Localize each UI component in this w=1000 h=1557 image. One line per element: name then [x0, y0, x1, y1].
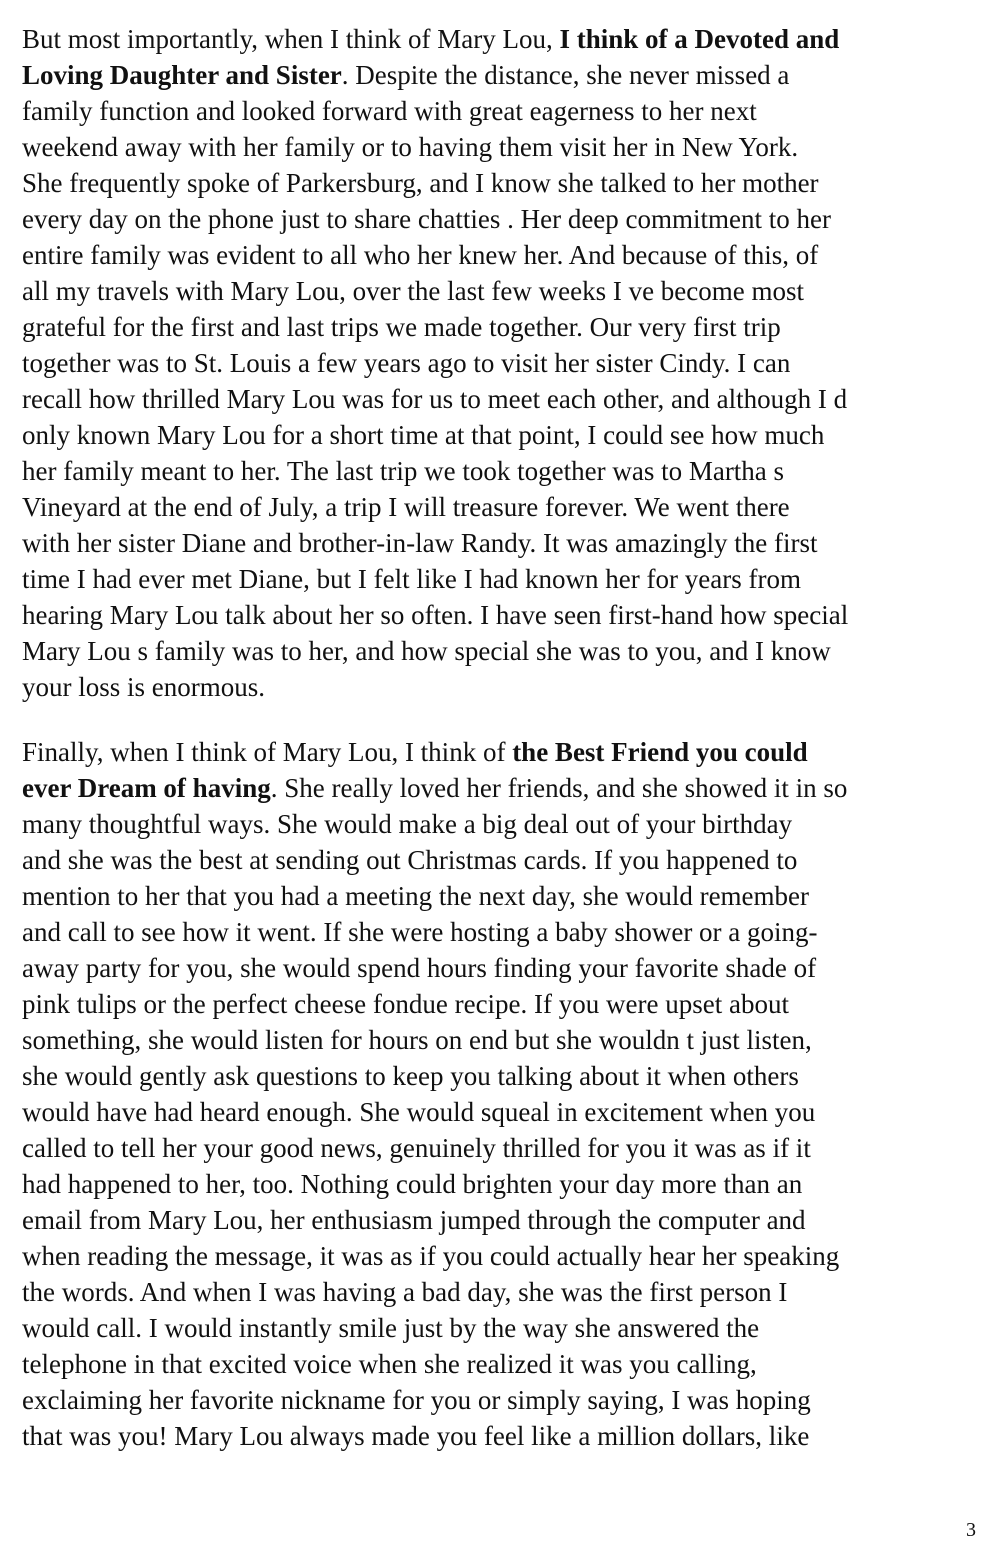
text-run: called to tell her your good news, genuinely thrilled for you it was as if it [22, 1133, 811, 1163]
text-run: when reading the message, it was as if you could actually hear her speaking [22, 1241, 840, 1271]
text-line [22, 309, 997, 345]
text-line [22, 489, 997, 525]
text-line [22, 21, 997, 57]
text-line [22, 1238, 997, 1274]
paragraph-best-friend [22, 734, 997, 1454]
text-run: entire family was evident to all who her knew her. And because of this, of [22, 240, 819, 270]
text-line [22, 273, 997, 309]
text-run: all my travels with Mary Lou, over the last few weeks I ve become most [22, 276, 805, 306]
text-run: would have had heard enough. She would squeal in excitement when you [22, 1097, 816, 1127]
text-line [22, 57, 997, 93]
text-run: Mary Lou s family was to her, and how special she was to you, and I know [22, 636, 831, 666]
text-line [22, 669, 997, 705]
text-run: telephone in that excited voice when she realized it was you calling, [22, 1349, 757, 1379]
text-run: mention to her that you had a meeting the next day, she would remember [22, 881, 810, 911]
text-line [22, 561, 997, 597]
text-line [22, 93, 997, 129]
text-line [22, 417, 997, 453]
text-line [22, 1274, 997, 1310]
text-run: would call. I would instantly smile just by the way she answered the [22, 1313, 760, 1343]
text-line [22, 1346, 997, 1382]
text-line [22, 1130, 997, 1166]
text-run: every day on the phone just to share chatties . Her deep commitment to her [22, 204, 831, 234]
text-run: weekend away with her family or to having them visit her in New York. [22, 132, 799, 162]
text-run: pink tulips or the perfect cheese fondue recipe. If you were upset about [22, 989, 789, 1019]
page-number: 3 [966, 1519, 976, 1541]
text-run: recall how thrilled Mary Lou was for us to meet each other, and although I d [22, 384, 848, 414]
text-run: . She really loved her friends, and she showed it in so [270, 773, 848, 803]
text-line [22, 986, 997, 1022]
text-line [22, 453, 997, 489]
text-line [22, 734, 997, 770]
text-line [22, 525, 997, 561]
text-run: Finally, when I think of Mary Lou, I think of [22, 737, 513, 767]
text-run: the words. And when I was having a bad day, she was the first person I [22, 1277, 788, 1307]
text-line [22, 806, 997, 842]
text-line [22, 345, 997, 381]
text-run: . Despite the distance, she never missed a [341, 60, 790, 90]
bold-text-run: the Best Friend you could [512, 737, 808, 767]
text-line [22, 1202, 997, 1238]
text-line [22, 237, 997, 273]
text-line [22, 597, 997, 633]
text-run: and she was the best at sending out Christmas cards. If you happened to [22, 845, 798, 875]
text-run: She frequently spoke of Parkersburg, and I know she talked to her mother [22, 168, 819, 198]
text-run: had happened to her, too. Nothing could brighten your day more than an [22, 1169, 803, 1199]
text-run: something, she would listen for hours on end but she wouldn t just listen, [22, 1025, 812, 1055]
text-line [22, 842, 997, 878]
text-line [22, 381, 997, 417]
text-line [22, 878, 997, 914]
bold-text-run: ever Dream of having [22, 773, 271, 803]
text-run: her family meant to her. The last trip we took together was to Martha s [22, 456, 785, 486]
paragraph-devoted-daughter [22, 21, 997, 705]
text-run: hearing Mary Lou talk about her so often. I have seen first-hand how special [22, 600, 849, 630]
text-line [22, 770, 997, 806]
text-line [22, 914, 997, 950]
text-line [22, 165, 997, 201]
text-run: she would gently ask questions to keep you talking about it when others [22, 1061, 799, 1091]
text-line [22, 1022, 997, 1058]
text-line [22, 1058, 997, 1094]
text-line [22, 201, 997, 237]
text-run: family function and looked forward with great eagerness to her next [22, 96, 757, 126]
text-line [22, 1166, 997, 1202]
text-run: together was to St. Louis a few years ago to visit her sister Cindy. I can [22, 348, 791, 378]
text-run: only known Mary Lou for a short time at that point, I could see how much [22, 420, 825, 450]
text-line [22, 1418, 997, 1454]
bold-text-run: I think of a Devoted and [559, 24, 840, 54]
text-line [22, 950, 997, 986]
text-run: email from Mary Lou, her enthusiasm jumped through the computer and [22, 1205, 806, 1235]
text-line [22, 1310, 997, 1346]
bold-text-run: Loving Daughter and Sister [22, 60, 342, 90]
text-run: and call to see how it went. If she were hosting a baby shower or a going- [22, 917, 818, 947]
text-line [22, 1094, 997, 1130]
text-run: many thoughtful ways. She would make a big deal out of your birthday [22, 809, 793, 839]
text-run: But most importantly, when I think of Mary Lou, [22, 24, 560, 54]
text-line [22, 1382, 997, 1418]
text-run: that was you! Mary Lou always made you feel like a million dollars, like [22, 1421, 810, 1451]
text-run: with her sister Diane and brother-in-law Randy. It was amazingly the first [22, 528, 818, 558]
text-run: your loss is enormous. [22, 672, 265, 702]
text-run: Vineyard at the end of July, a trip I will treasure forever. We went there [22, 492, 790, 522]
text-run: grateful for the first and last trips we made together. Our very first trip [22, 312, 781, 342]
text-run: time I had ever met Diane, but I felt like I had known her for years from [22, 564, 801, 594]
text-run: away party for you, she would spend hours finding your favorite shade of [22, 953, 817, 983]
text-line [22, 633, 997, 669]
text-line [22, 129, 997, 165]
text-run: exclaiming her favorite nickname for you or simply saying, I was hoping [22, 1385, 811, 1415]
